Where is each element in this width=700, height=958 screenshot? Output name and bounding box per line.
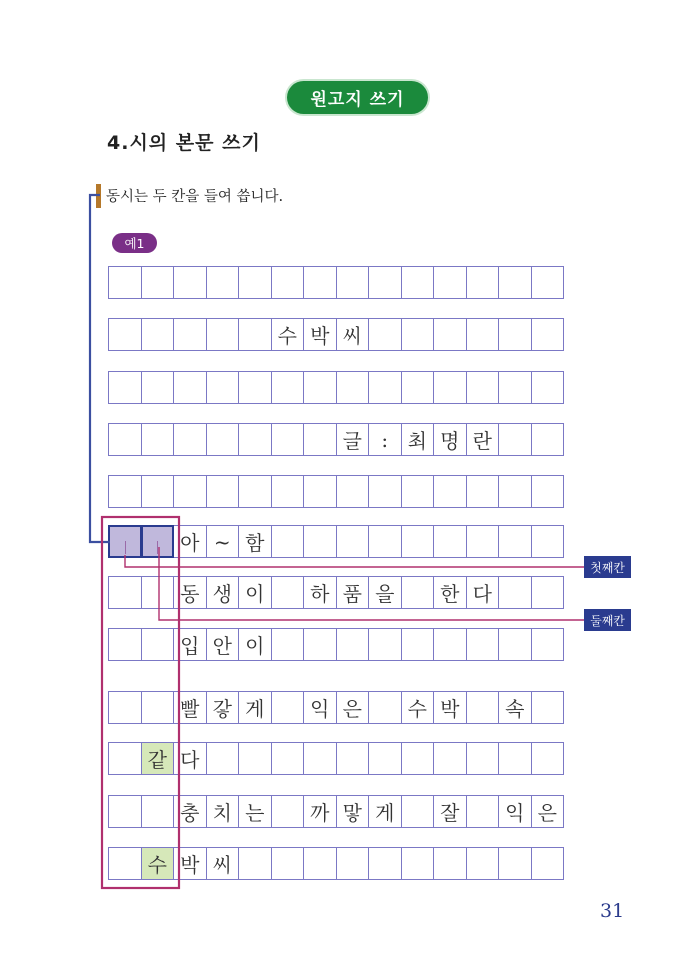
grid-cell bbox=[303, 423, 337, 456]
grid-cell bbox=[108, 266, 142, 299]
grid-cell bbox=[238, 742, 272, 775]
grid-cell bbox=[173, 318, 207, 351]
example-tag bbox=[112, 233, 157, 253]
grid-cell bbox=[466, 525, 500, 558]
grid-cell bbox=[108, 475, 142, 508]
grid-cell bbox=[401, 795, 435, 828]
grid-cell: 품 bbox=[336, 576, 370, 609]
indent-cell bbox=[141, 525, 175, 558]
section-title: 4.시의 본문 쓰기 bbox=[107, 132, 261, 154]
highlighted-cell: 같 bbox=[141, 742, 175, 775]
grid-cell bbox=[141, 475, 175, 508]
grid-cell bbox=[531, 475, 565, 508]
grid-cell bbox=[141, 628, 175, 661]
grid-cell bbox=[466, 371, 500, 404]
grid-cell: 생 bbox=[206, 576, 240, 609]
grid-cell bbox=[238, 423, 272, 456]
grid-cell bbox=[238, 475, 272, 508]
grid-cell bbox=[238, 266, 272, 299]
grid-cell: 잘 bbox=[433, 795, 467, 828]
grid-cell bbox=[466, 628, 500, 661]
grid-cell bbox=[466, 266, 500, 299]
indent-cell bbox=[108, 525, 142, 558]
grid-cell bbox=[498, 847, 532, 880]
grid-cell: 이 bbox=[238, 628, 272, 661]
grid-cell bbox=[498, 742, 532, 775]
grid-cell bbox=[238, 847, 272, 880]
grid-cell: 충 bbox=[173, 795, 207, 828]
grid-cell: 함 bbox=[238, 525, 272, 558]
grid-row bbox=[108, 628, 563, 661]
grid-cell: ~ bbox=[206, 525, 240, 558]
grid-cell bbox=[206, 371, 240, 404]
grid-cell bbox=[433, 847, 467, 880]
grid-cell bbox=[336, 847, 370, 880]
grid-cell bbox=[238, 371, 272, 404]
grid-cell bbox=[303, 742, 337, 775]
grid-cell bbox=[141, 691, 175, 724]
grid-cell bbox=[271, 847, 305, 880]
grid-cell bbox=[141, 318, 175, 351]
grid-cell bbox=[433, 318, 467, 351]
grid-cell bbox=[271, 691, 305, 724]
grid-cell: 빨 bbox=[173, 691, 207, 724]
grid-cell bbox=[206, 266, 240, 299]
grid-cell bbox=[303, 266, 337, 299]
grid-cell: 한 bbox=[433, 576, 467, 609]
grid-cell bbox=[531, 847, 565, 880]
grid-cell bbox=[498, 475, 532, 508]
grid-cell bbox=[498, 266, 532, 299]
grid-cell bbox=[336, 475, 370, 508]
grid-cell bbox=[336, 371, 370, 404]
grid-cell bbox=[108, 795, 142, 828]
grid-cell bbox=[108, 742, 142, 775]
grid-cell bbox=[368, 266, 402, 299]
grid-cell bbox=[303, 628, 337, 661]
grid-cell bbox=[108, 318, 142, 351]
grid-cell bbox=[336, 266, 370, 299]
indent-connector-line bbox=[90, 195, 110, 542]
grid-cell bbox=[433, 742, 467, 775]
grid-row bbox=[108, 576, 563, 609]
grid-cell bbox=[401, 371, 435, 404]
grid-cell bbox=[238, 318, 272, 351]
grid-row bbox=[108, 691, 563, 724]
grid-row bbox=[108, 847, 563, 880]
grid-cell: 을 bbox=[368, 576, 402, 609]
grid-cell: 하 bbox=[303, 576, 337, 609]
grid-cell: 박 bbox=[173, 847, 207, 880]
grid-cell bbox=[531, 576, 565, 609]
grid-cell bbox=[531, 525, 565, 558]
first-cell-callout-label: 첫째칸 bbox=[590, 560, 625, 575]
grid-cell bbox=[303, 371, 337, 404]
grid-cell: 게 bbox=[368, 795, 402, 828]
grid-cell bbox=[173, 371, 207, 404]
grid-cell bbox=[401, 266, 435, 299]
grid-cell bbox=[368, 742, 402, 775]
grid-cell bbox=[401, 318, 435, 351]
grid-cell bbox=[368, 628, 402, 661]
grid-cell: 게 bbox=[238, 691, 272, 724]
grid-cell: 은 bbox=[336, 691, 370, 724]
grid-cell bbox=[466, 742, 500, 775]
grid-cell bbox=[531, 742, 565, 775]
second-cell-callout-label: 둘째칸 bbox=[590, 613, 625, 628]
grid-cell bbox=[433, 525, 467, 558]
grid-cell bbox=[271, 525, 305, 558]
grid-cell bbox=[271, 576, 305, 609]
grid-cell bbox=[141, 795, 175, 828]
grid-cell bbox=[433, 371, 467, 404]
grid-row bbox=[108, 795, 563, 828]
grid-cell bbox=[466, 475, 500, 508]
grid-cell: 익 bbox=[498, 795, 532, 828]
grid-cell: 수 bbox=[401, 691, 435, 724]
grid-cell bbox=[108, 576, 142, 609]
grid-row bbox=[108, 742, 563, 775]
second-cell-callout bbox=[584, 609, 631, 631]
grid-cell bbox=[206, 423, 240, 456]
grid-cell bbox=[531, 318, 565, 351]
grid-cell bbox=[108, 423, 142, 456]
grid-cell: 입 bbox=[173, 628, 207, 661]
grid-cell: 글 bbox=[336, 423, 370, 456]
grid-cell bbox=[173, 475, 207, 508]
grid-cell bbox=[466, 847, 500, 880]
grid-row bbox=[108, 318, 563, 351]
grid-cell bbox=[206, 742, 240, 775]
grid-cell bbox=[271, 475, 305, 508]
grid-cell bbox=[108, 691, 142, 724]
grid-cell bbox=[108, 371, 142, 404]
grid-cell: 속 bbox=[498, 691, 532, 724]
grid-cell bbox=[368, 691, 402, 724]
grid-cell: 최 bbox=[401, 423, 435, 456]
grid-cell: 는 bbox=[238, 795, 272, 828]
grid-cell bbox=[368, 475, 402, 508]
grid-cell bbox=[531, 266, 565, 299]
rule-text: 동시는 두 칸을 들여 씁니다. bbox=[106, 189, 284, 205]
grid-cell bbox=[498, 371, 532, 404]
grid-cell bbox=[108, 628, 142, 661]
grid-cell bbox=[141, 266, 175, 299]
grid-cell: 갛 bbox=[206, 691, 240, 724]
grid-cell bbox=[368, 318, 402, 351]
grid-cell bbox=[336, 628, 370, 661]
grid-cell: 동 bbox=[173, 576, 207, 609]
grid-cell bbox=[401, 475, 435, 508]
grid-cell bbox=[401, 576, 435, 609]
grid-cell bbox=[498, 318, 532, 351]
banner-title: 원고지 쓰기 bbox=[310, 90, 405, 110]
grid-cell bbox=[206, 318, 240, 351]
grid-cell: 씨 bbox=[206, 847, 240, 880]
grid-row bbox=[108, 475, 563, 508]
grid-cell bbox=[498, 525, 532, 558]
grid-row bbox=[108, 371, 563, 404]
grid-cell bbox=[271, 371, 305, 404]
grid-cell bbox=[498, 423, 532, 456]
example-tag-label: 예1 bbox=[124, 236, 145, 251]
grid-cell bbox=[141, 371, 175, 404]
rule-marker bbox=[96, 184, 101, 208]
grid-cell bbox=[433, 266, 467, 299]
grid-cell bbox=[466, 691, 500, 724]
grid-cell: 박 bbox=[433, 691, 467, 724]
grid-cell: 란 bbox=[466, 423, 500, 456]
grid-cell bbox=[498, 628, 532, 661]
grid-cell bbox=[206, 475, 240, 508]
grid-cell bbox=[173, 266, 207, 299]
grid-cell: 맣 bbox=[336, 795, 370, 828]
grid-cell bbox=[271, 266, 305, 299]
grid-cell bbox=[336, 742, 370, 775]
grid-cell: 이 bbox=[238, 576, 272, 609]
grid-cell: 씨 bbox=[336, 318, 370, 351]
grid-row bbox=[108, 266, 563, 299]
grid-cell: 은 bbox=[531, 795, 565, 828]
grid-cell bbox=[271, 628, 305, 661]
grid-cell: 다 bbox=[466, 576, 500, 609]
grid-cell bbox=[433, 628, 467, 661]
grid-cell: : bbox=[368, 423, 402, 456]
grid-cell bbox=[466, 795, 500, 828]
highlighted-cell: 수 bbox=[141, 847, 175, 880]
grid-cell bbox=[531, 423, 565, 456]
chapter-banner bbox=[287, 81, 428, 114]
grid-cell bbox=[401, 847, 435, 880]
grid-cell bbox=[271, 795, 305, 828]
grid-cell bbox=[531, 628, 565, 661]
grid-cell: 박 bbox=[303, 318, 337, 351]
grid-cell: 안 bbox=[206, 628, 240, 661]
grid-cell bbox=[271, 423, 305, 456]
grid-cell: 까 bbox=[303, 795, 337, 828]
grid-row bbox=[108, 423, 563, 456]
grid-cell bbox=[466, 318, 500, 351]
grid-cell bbox=[141, 576, 175, 609]
grid-cell bbox=[368, 371, 402, 404]
grid-cell bbox=[531, 371, 565, 404]
grid-cell: 명 bbox=[433, 423, 467, 456]
grid-cell bbox=[368, 847, 402, 880]
grid-row bbox=[108, 525, 563, 558]
grid-cell bbox=[303, 525, 337, 558]
grid-cell: 익 bbox=[303, 691, 337, 724]
grid-cell bbox=[303, 475, 337, 508]
page-number: 31 bbox=[600, 900, 625, 922]
grid-cell bbox=[433, 475, 467, 508]
grid-cell bbox=[108, 847, 142, 880]
grid-cell bbox=[401, 742, 435, 775]
grid-cell bbox=[303, 847, 337, 880]
first-cell-callout bbox=[584, 556, 631, 578]
grid-cell: 아 bbox=[173, 525, 207, 558]
grid-cell bbox=[173, 423, 207, 456]
grid-cell bbox=[336, 525, 370, 558]
grid-cell bbox=[141, 423, 175, 456]
grid-cell bbox=[531, 691, 565, 724]
grid-cell bbox=[271, 742, 305, 775]
grid-cell bbox=[401, 525, 435, 558]
grid-cell: 수 bbox=[271, 318, 305, 351]
grid-cell bbox=[368, 525, 402, 558]
grid-cell bbox=[498, 576, 532, 609]
grid-cell: 치 bbox=[206, 795, 240, 828]
grid-cell bbox=[401, 628, 435, 661]
grid-cell: 다 bbox=[173, 742, 207, 775]
